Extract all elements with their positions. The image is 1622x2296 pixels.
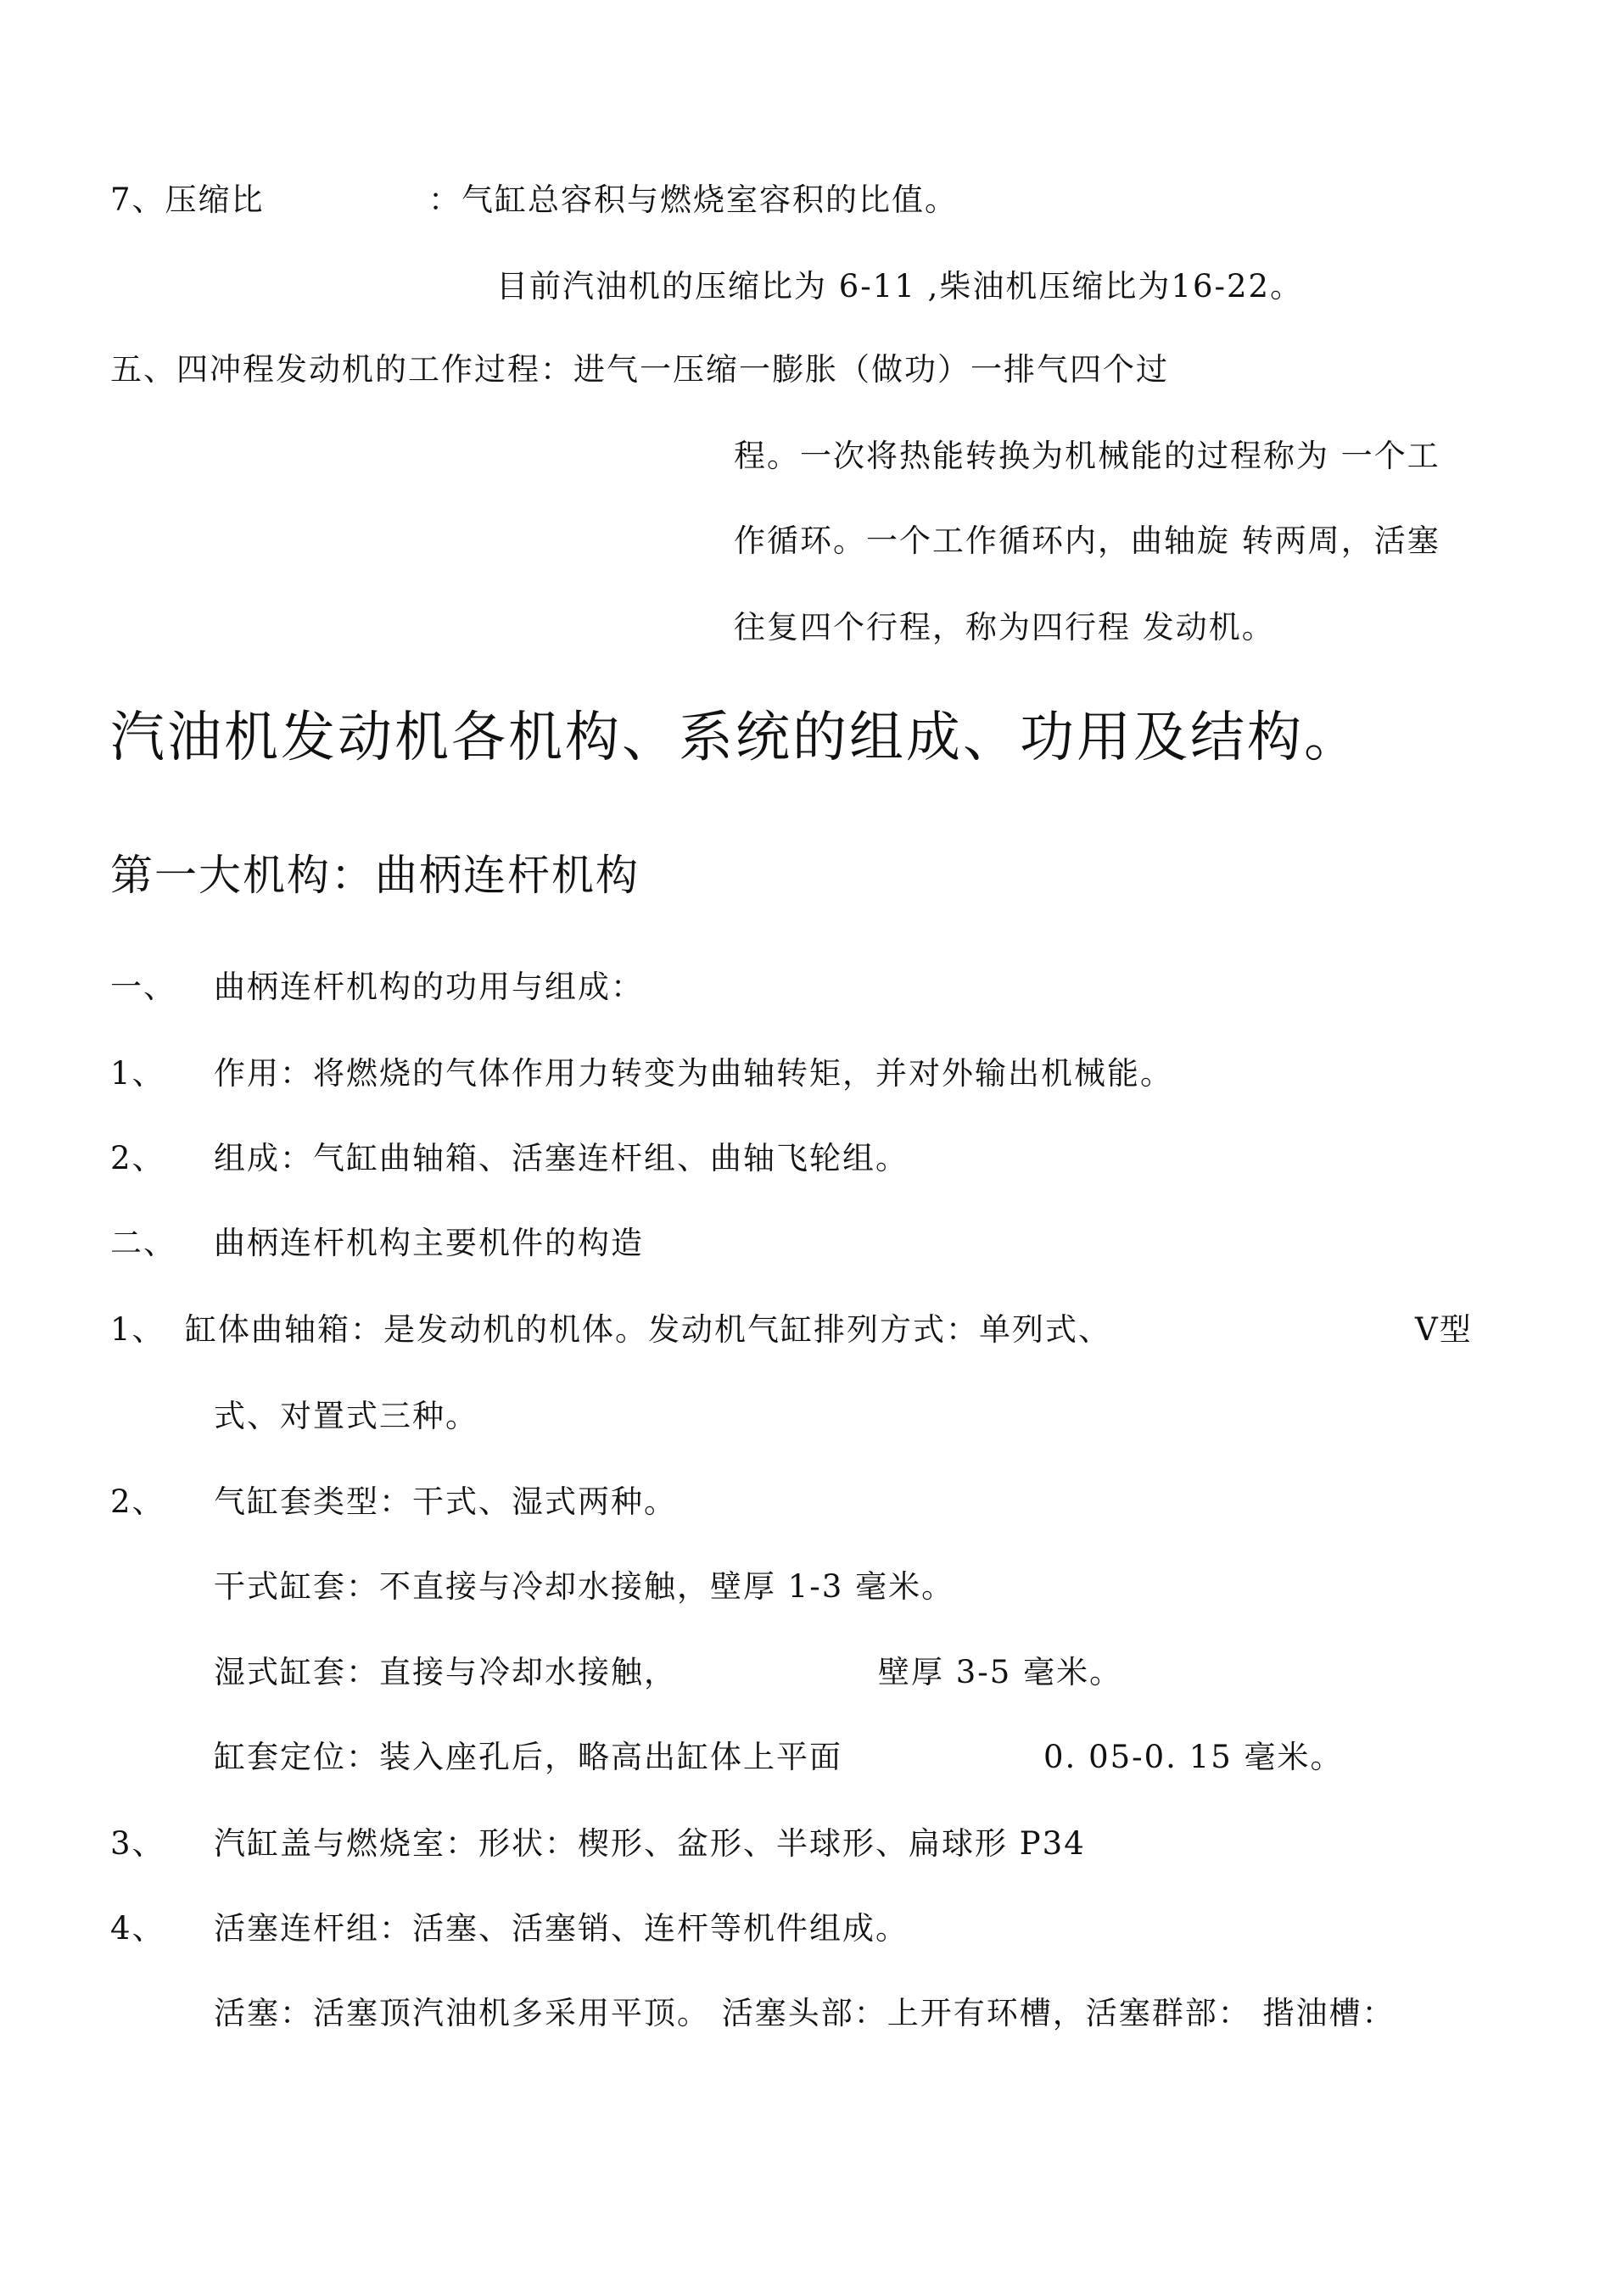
- compression-ratio-values: 目前汽油机的压缩比为 6-11 ,柴油机压缩比为16-22。: [496, 268, 1304, 304]
- part-2-number: 2、: [110, 1483, 165, 1520]
- piston-text: 活塞：活塞顶汽油机多采用平顶。 活塞头部：上开有环槽，活塞群部： 揩油槽：: [214, 1995, 1395, 2031]
- part-1-number: 1、: [110, 1311, 165, 1348]
- part-4-text: 活塞连杆组：活塞、活塞销、连杆等机件组成。: [214, 1910, 909, 1947]
- four-stroke-heading: 五、四冲程发动机的工作过程：进气一压缩一膨胀（做功）一排气四个过: [110, 351, 1169, 388]
- liner-positioning-value: 0. 05-0. 15 毫米。: [1043, 1739, 1344, 1775]
- section-subtitle: 第一大机构：曲柄连杆机构: [110, 851, 640, 900]
- point-1-text: 作用：将燃烧的气体作用力转变为曲轴转矩，并对外输出机械能。: [214, 1055, 1173, 1092]
- item-7-definition: ：气缸总容积与燃烧室容积的比值。: [428, 182, 958, 218]
- wet-liner-thickness: 壁厚 3-5 毫米。: [878, 1654, 1123, 1690]
- dry-liner-text: 干式缸套：不直接与冷却水接触，壁厚 1-3 毫米。: [214, 1568, 955, 1605]
- section-2-number: 二、: [110, 1225, 176, 1261]
- point-1-number: 1、: [110, 1055, 165, 1092]
- part-3-text: 汽缸盖与燃烧室：形状：楔形、盆形、半球形、扁球形 P34: [214, 1825, 1086, 1862]
- part-1-tail: V型: [1415, 1311, 1473, 1348]
- point-2-text: 组成：气缸曲轴箱、活塞连杆组、曲轴飞轮组。: [214, 1140, 909, 1176]
- four-stroke-line-3: 作循环。一个工作循环内，曲轴旋 转两周，活塞: [734, 522, 1440, 559]
- four-stroke-line-2: 程。一次将热能转换为机械能的过程称为 一个工: [734, 438, 1440, 474]
- part-3-number: 3、: [110, 1825, 165, 1862]
- part-1-continuation: 式、对置式三种。: [214, 1398, 478, 1434]
- four-stroke-line-4: 往复四个行程，称为四行程 发动机。: [734, 609, 1275, 645]
- item-7-label: 7、压缩比: [110, 182, 265, 218]
- page-title: 汽油机发动机各机构、系统的组成、功用及结构。: [110, 707, 1361, 769]
- section-1-number: 一、: [110, 969, 176, 1005]
- section-1-heading: 曲柄连杆机构的功用与组成：: [214, 969, 644, 1005]
- part-2-text: 气缸套类型：干式、湿式两种。: [214, 1483, 677, 1520]
- section-2-heading: 曲柄连杆机构主要机件的构造: [214, 1225, 644, 1261]
- liner-positioning-text: 缸套定位：装入座孔后，略高出缸体上平面: [214, 1739, 842, 1775]
- point-2-number: 2、: [110, 1140, 165, 1176]
- part-4-number: 4、: [110, 1910, 165, 1947]
- part-1-text: 缸体曲轴箱：是发动机的机体。发动机气缸排列方式：单列式、: [185, 1311, 1111, 1348]
- wet-liner-text: 湿式缸套：直接与冷却水接触，: [214, 1654, 677, 1690]
